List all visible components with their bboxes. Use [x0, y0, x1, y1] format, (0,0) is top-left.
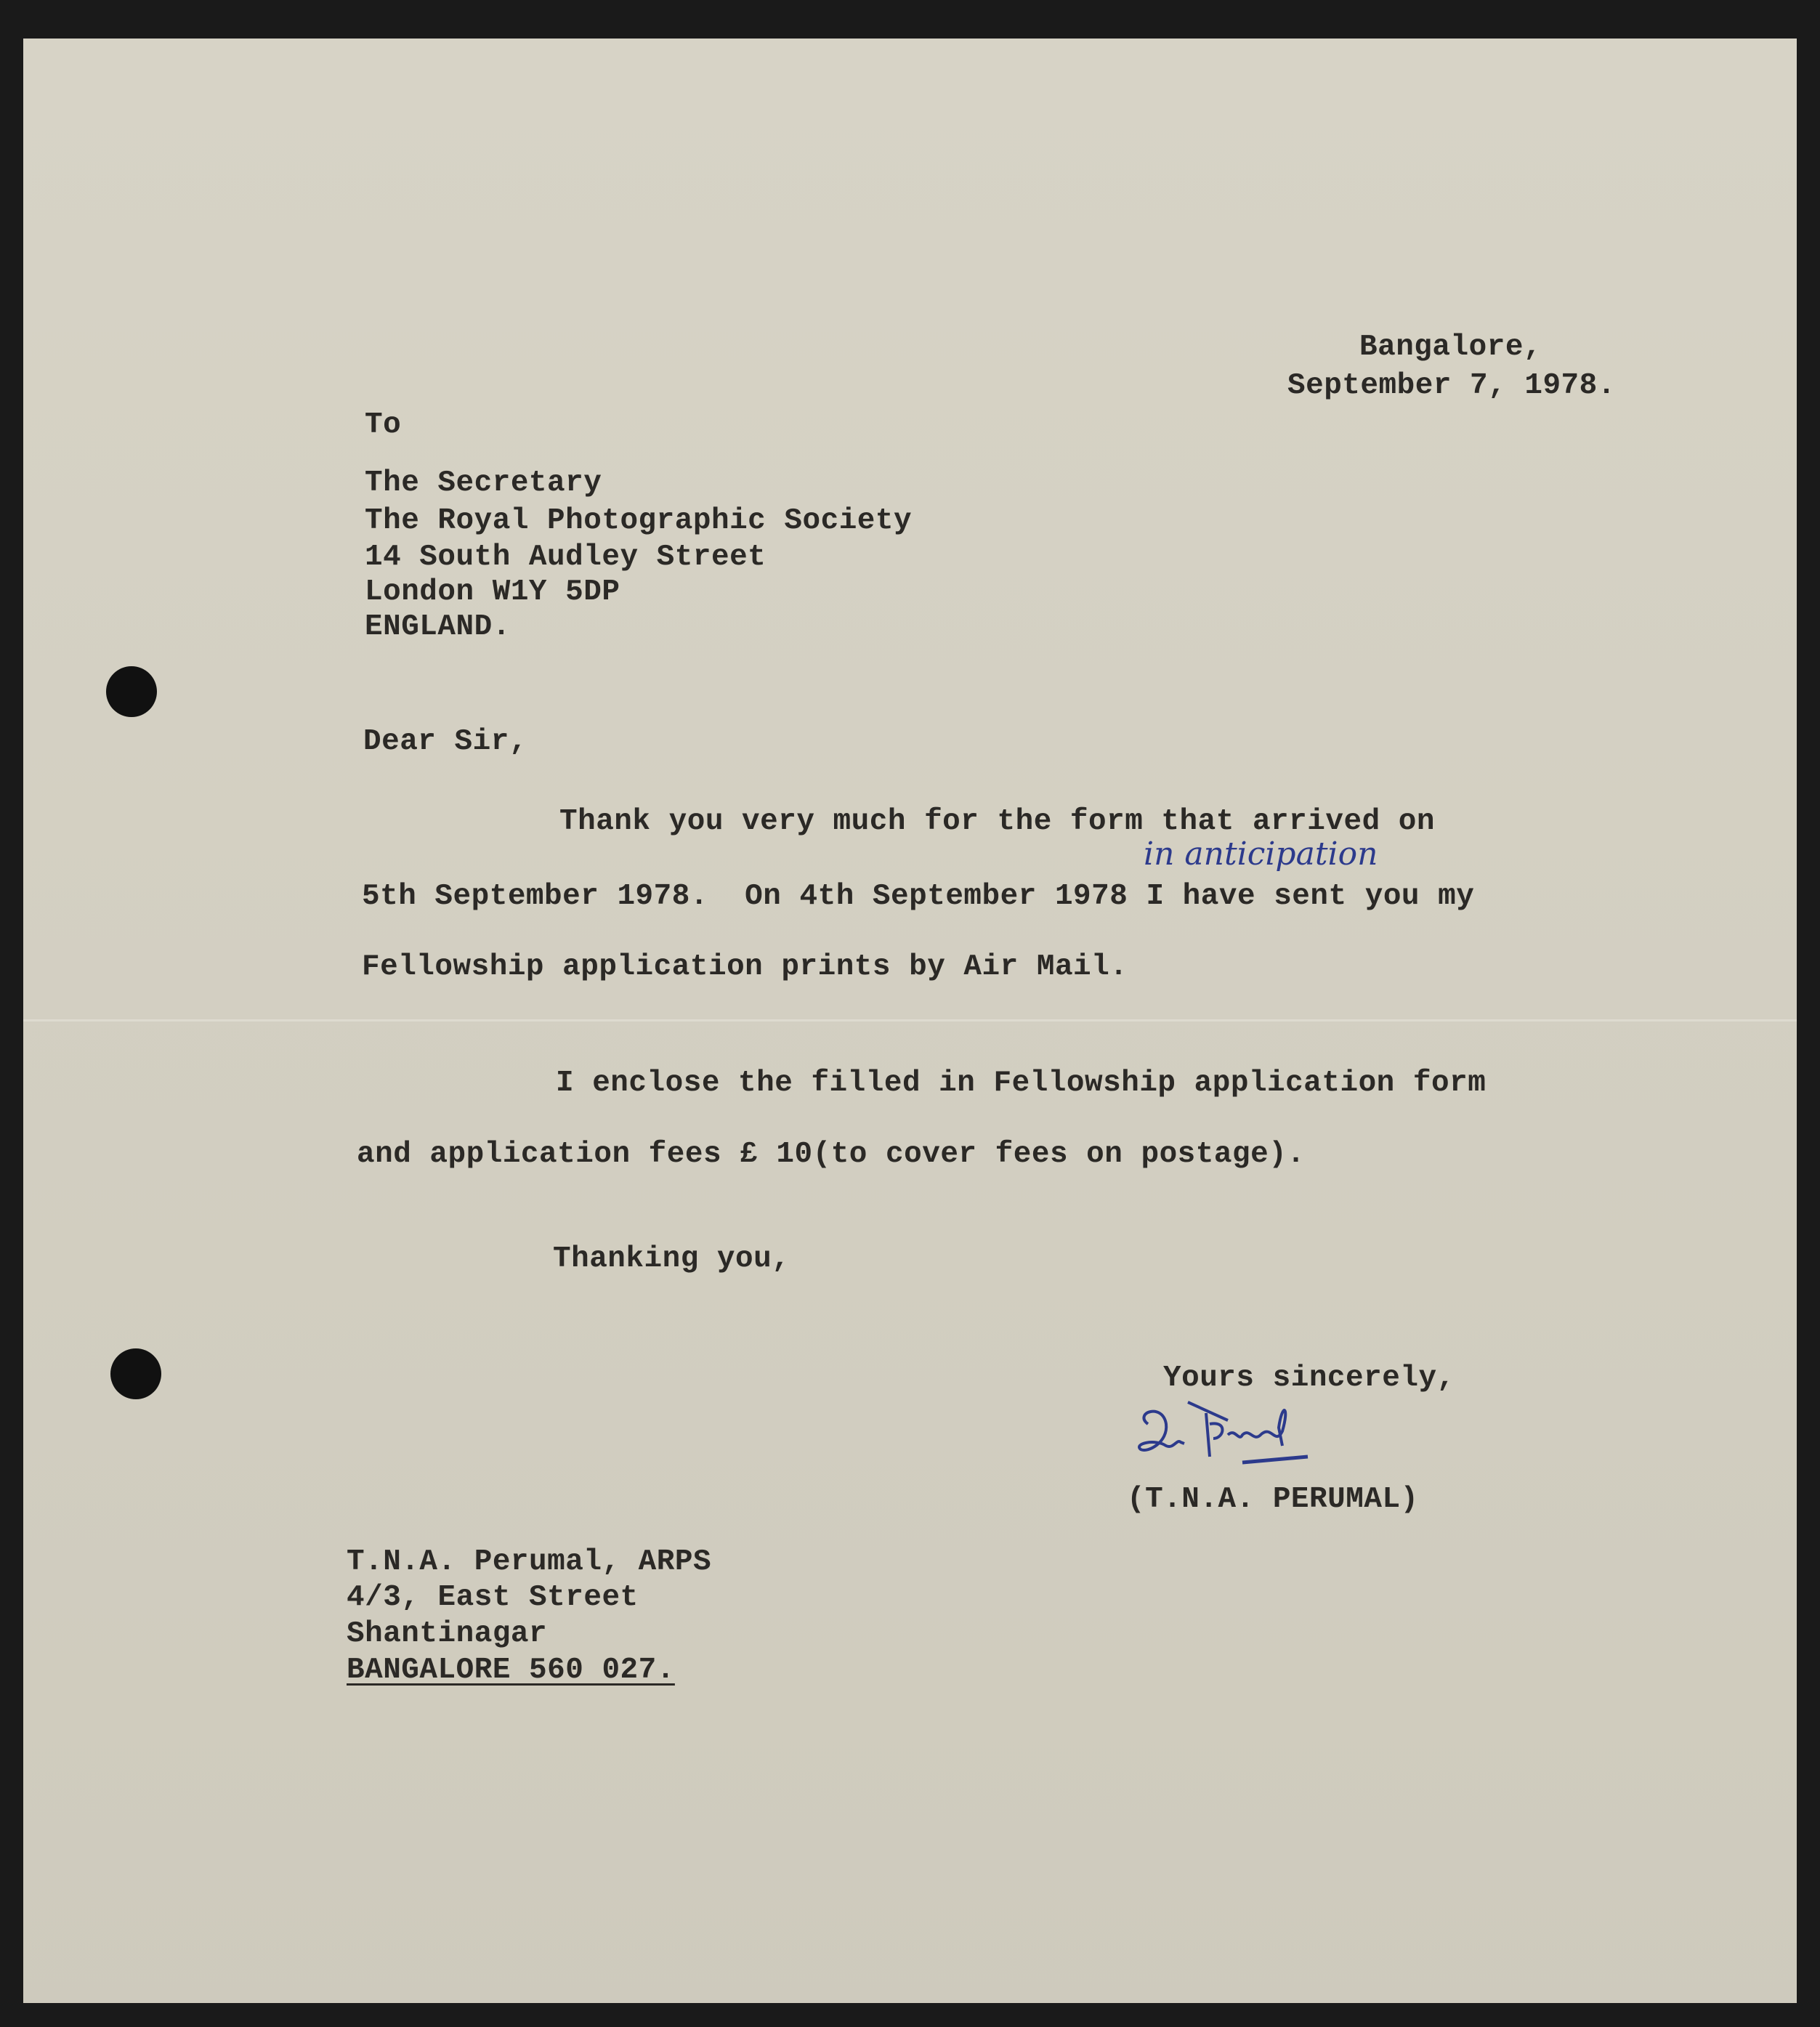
closing: Yours sincerely,	[1163, 1362, 1455, 1395]
paragraph1-line: 5th September 1978. On 4th September 1978 I have sent you my	[362, 880, 1475, 913]
sender-line: 4/3, East Street	[347, 1581, 639, 1614]
recipient-line: The Royal Photographic Society	[365, 504, 913, 538]
recipient-line: London W1Y 5DP	[365, 575, 620, 609]
signature	[1133, 1399, 1322, 1478]
recipient-line: ENGLAND.	[365, 610, 511, 644]
thanks: Thanking you,	[553, 1242, 790, 1276]
fold-line	[23, 1019, 1797, 1021]
paragraph2-line: and application fees £ 10(to cover fees on postage).	[357, 1138, 1306, 1171]
to-label: To	[365, 408, 402, 442]
paragraph2-line: I enclose the filled in Fellowship application form	[556, 1067, 1487, 1100]
handwritten-annotation: in anticipation	[1144, 836, 1378, 873]
letter-date: September 7, 1978.	[1287, 369, 1616, 402]
punch-hole	[106, 666, 157, 717]
paragraph1-line: Fellowship application prints by Air Mail.	[362, 950, 1128, 984]
letter-place: Bangalore,	[1359, 331, 1542, 364]
signatory-name: (T.N.A. PERUMAL)	[1127, 1483, 1419, 1516]
paragraph1-line: Thank you very much for the form that arrived on	[559, 805, 1435, 838]
salutation: Dear Sir,	[363, 725, 527, 758]
sender-line: T.N.A. Perumal, ARPS	[347, 1545, 712, 1579]
sender-line: BANGALORE 560 027.	[347, 1654, 675, 1687]
recipient-line: The Secretary	[365, 466, 602, 500]
punch-hole	[110, 1348, 161, 1399]
sender-line: Shantinagar	[347, 1617, 548, 1651]
recipient-line: 14 South Audley Street	[365, 541, 767, 574]
